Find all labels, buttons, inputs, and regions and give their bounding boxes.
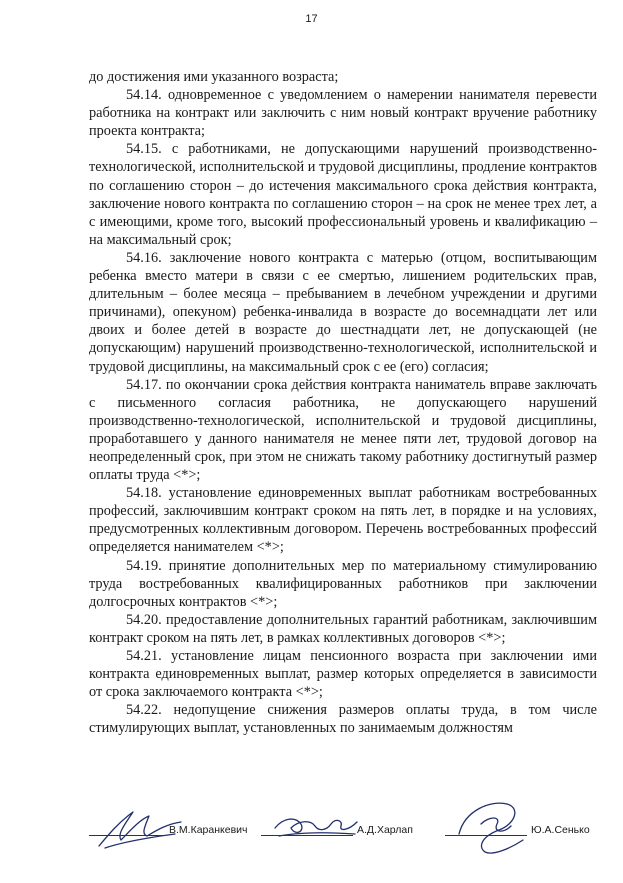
signature-line-3 bbox=[445, 835, 527, 836]
paragraph-54-16: 54.16. заключение нового контракта с матерью (отцом, воспитывающим ребенка вместо матери в связи с ее смертью, лишением родительских прав, длительным – более месяца – пребыванием в лечебном учреждении и другими причинами), опекуном) ребенка-инвалида в возрасте до восемнадцати лет или двоих и более детей в возрасте до шестнадцати лет, не допускающей (не допускающим) нарушений производственно-технологической, исполнительской и трудовой дисциплины, на максимальный срок с ее (его) согласия; bbox=[89, 249, 597, 375]
paragraph-54-17: 54.17. по окончании срока действия контракта наниматель вправе заключать с письменного согласия работника, не допускающего нарушений производственно-технологической, исполнительской и трудовой дисциплины, проработавшего у данного нанимателя не менее пяти лет, трудовой договор на неопределенный срок, при этом не снижать такому работнику достигнутый размер оплаты труда <*>; bbox=[89, 376, 597, 484]
page-number: 17 bbox=[305, 13, 318, 25]
paragraph-54-22: 54.22. недопущение снижения размеров оплаты труда, в том числе стимулирующих выплат, установленных по занимаемым должностям bbox=[89, 702, 597, 737]
signature-line-2 bbox=[261, 835, 353, 836]
signature-line-1 bbox=[89, 835, 165, 836]
paragraph-54-20: 54.20. предоставление дополнительных гарантий работникам, заключившим контракт сроком на пять лет, в рамках коллективных договоров <*>; bbox=[89, 611, 597, 646]
signatory-name-1: В.М.Каранкевич bbox=[169, 824, 248, 836]
document-body bbox=[89, 68, 597, 737]
paragraph-continuation: до достижения ими указанного возраста; bbox=[89, 69, 339, 85]
signatory-name-3: Ю.А.Сенько bbox=[531, 824, 590, 836]
paragraph-54-18: 54.18. установление единовременных выплат работникам востребованных профессий, заключившим контракт сроком на пять лет, в порядке и на условиях, предусмотренных коллективным договором. Перечень востребованных профессий определяется нанимателем <*>; bbox=[89, 485, 597, 556]
paragraph-54-15: 54.15. с работниками, не допускающими нарушений производственно-технологической, исполнительской и трудовой дисциплины, продление контрактов по соглашению сторон – до истечения максимального срока действия контракта, заключение нового контракта по соглашению сторон – на срок не менее трех лет, а с имеющими, кроме того, высокий профессиональный уровень и квалификацию – на максимальный срок; bbox=[89, 141, 597, 248]
signature-scrawl-3 bbox=[451, 794, 531, 856]
paragraph-54-21: 54.21. установление лицам пенсионного возраста при заключении ими контракта единовременных выплат, размер которых определяется в зависимости от срока заключаемого контракта <*>; bbox=[89, 648, 597, 701]
signatory-name-2: А.Д.Харлап bbox=[357, 824, 413, 836]
signature-scrawl-2 bbox=[271, 810, 361, 846]
signature-block bbox=[89, 812, 597, 872]
paragraph-54-14: 54.14. одновременное с уведомлением о намерении нанимателя перевести работника на контракт или заключить с ним новый контракт вручение работнику проекта контракта; bbox=[89, 87, 597, 140]
paragraph-54-19: 54.19. принятие дополнительных мер по материальному стимулированию труда востребованных квалифицированных работников при заключении долгосрочных контрактов <*>; bbox=[89, 557, 597, 610]
